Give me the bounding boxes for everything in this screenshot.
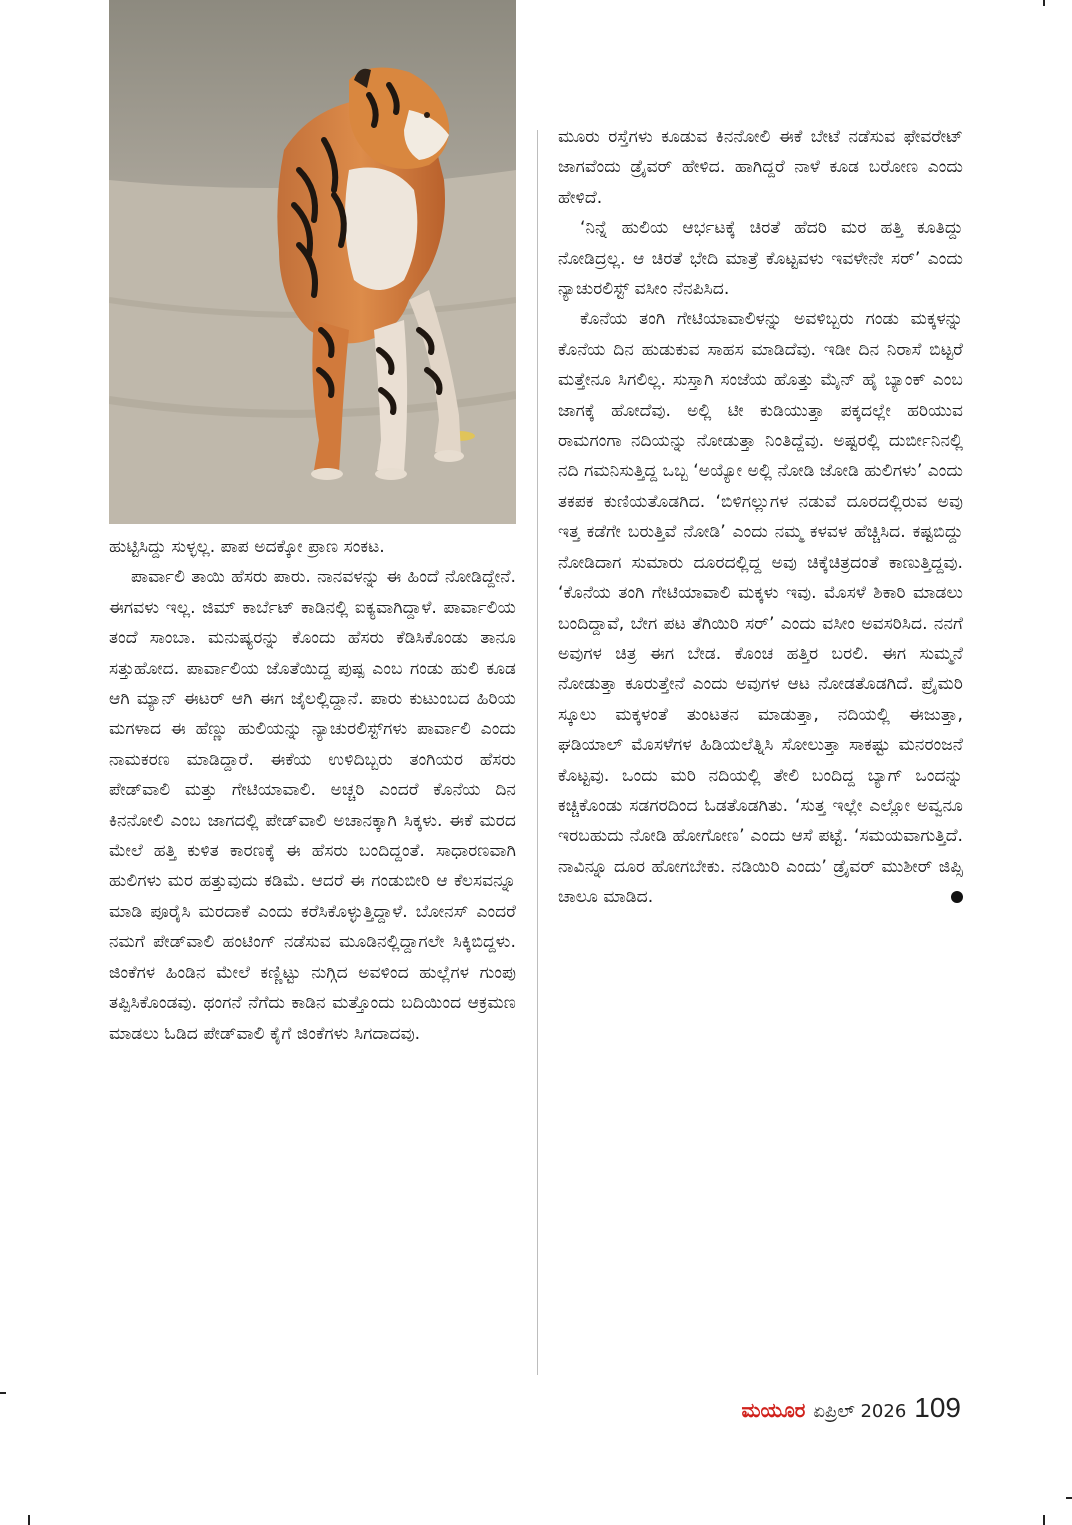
magazine-logo: ಮಯೂರ: [741, 1398, 806, 1422]
crop-mark-left: [0, 1392, 6, 1394]
paragraph-final: [558, 304, 963, 912]
paragraph: ಹುಟ್ಟಿಸಿದ್ದು ಸುಳ್ಳಲ್ಲ. ಪಾಪ ಅದಕ್ಕೋ ಪ್ರಾಣ ಸಂಕಟ.: [109, 537, 385, 557]
paragraph: ಪಾರ್ವಾಲಿ ತಾಯಿ ಹೆಸರು ಪಾರು. ನಾನವಳನ್ನು ಈ ಹಿಂದೆ ನೋಡಿದ್ದೇನೆ. ಈಗವಳು ಇಲ್ಲ. ಜಿಮ್ ಕಾರ್ಬೆಟ್ ಕಾಡಿನಲ್ಲಿ ಐಕ್ಯವಾಗಿದ್ದಾಳೆ. ಪಾರ್ವಾಲಿಯ ತಂದೆ ಸಾಂಬಾ. ಮನುಷ್ಯರನ್ನು ಕೊಂದು ಹೆಸರು ಕೆಡಿಸಿಕೊಂಡು ತಾನೂ ಸತ್ತುಹೋದ. ಪಾರ್ವಾಲಿಯ ಜೊತೆಯಿದ್ದ ಪುಷ್ಪ ಎಂಬ ಗಂಡು ಹುಲಿ ಕೂಡ ಆಗಿ ಮ್ಯಾನ್ ಈಟರ್ ಆಗಿ ಈಗ ಜೈಲಲ್ಲಿದ್ದಾನೆ. ಪಾರು ಕುಟುಂಬದ ಹಿರಿಯ ಮಗಳಾದ ಈ ಹೆಣ್ಣು ಹುಲಿಯನ್ನು ನ್ಯಾಚುರಲಿಸ್ಟ್‌ಗಳು ಪಾರ್ವಾಲಿ ಎಂದು ನಾಮಕರಣ ಮಾಡಿದ್ದಾರೆ. ಈಕೆಯ ಉಳಿದಿಬ್ಬರು ತಂಗಿಯರ ಹೆಸರು ಪೇಡ್‌ವಾಲಿ ಮತ್ತು ಗೇಟಿಯಾವಾಲಿ. ಅಚ್ಚರಿ ಎಂದರೆ ಕೊನೆಯ ದಿನ ಕಿನನೋಲಿ ಎಂಬ ಜಾಗದಲ್ಲಿ ಪೇಡ್‌ವಾಲಿ ಅಚಾನಕ್ಕಾಗಿ ಸಿಕ್ಕಳು. ಈಕೆ ಮರದ ಮೇಲೆ ಹತ್ತಿ ಕುಳಿತ ಕಾರಣಕ್ಕೆ ಈ ಹೆಸರು ಬಂದಿದ್ದಂತೆ. ಸಾಧಾರಣವಾಗಿ ಹುಲಿಗಳು ಮರ ಹತ್ತುವುದು ಕಡಿಮೆ. ಆದರೆ ಈ ಗಂಡುಬೀರಿ ಆ ಕೆಲಸವನ್ನೂ ಮಾಡಿ ಪೂರೈಸಿ ಮರದಾಕೆ ಎಂದು ಕರೆಸಿಕೊಳ್ಳುತ್ತಿದ್ದಾಳೆ. ಬೋನಸ್ ಎಂದರೆ ನಮಗೆ ಪೇಡ್‌ವಾಲಿ ಹಂಟಿಂಗ್ ನಡೆಸುವ ಮೂಡಿನಲ್ಲಿದ್ದಾಗಲೇ ಸಿಕ್ಕಿಬಿದ್ದಳು. ಜಿಂಕೆಗಳ ಹಿಂಡಿನ ಮೇಲೆ ಕಣ್ಣಿಟ್ಟು ನುಗ್ಗಿದ ಅವಳಿಂದ ಹುಲ್ಲೆಗಳ ಗುಂಪು ತಪ್ಪಿಸಿಕೊಂಡವು. ಥಂಗನೆ ನೆಗೆದು ಕಾಡಿನ ಮತ್ತೊಂದು ಬದಿಯಿಂದ ಆಕ್ರಮಣ ಮಾಡಲು ಓಡಿದ ಪೇಡ್‌ವಾಲಿ ಕೈಗೆ ಜಿಂಕೆಗಳು ಸಿಗದಾದವು.: [109, 567, 516, 1044]
article-column-left: [109, 532, 516, 1049]
paragraph: ‘ನಿನ್ನೆ ಹುಲಿಯ ಆರ್ಭಟಕ್ಕೆ ಚಿರತೆ ಹೆದರಿ ಮರ ಹತ್ತಿ ಕೂತಿದ್ದು ನೋಡಿದ್ರಲ್ಲ. ಆ ಚಿರತೆ ಭೇದಿ ಮಾತ್ರೆ ಕೊಟ್ಟವಳು ಇವಳೇನೇ ಸರ್’ ಎಂದು ನ್ಯಾಚುರಲಿಸ್ಟ್ ವಸೀಂ ನೆನಪಿಸಿದ.: [558, 218, 963, 300]
crop-mark-bottom-left: [28, 1515, 30, 1525]
end-of-article-icon: [951, 891, 963, 903]
paragraph: ಮೂರು ರಸ್ತೆಗಳು ಕೂಡುವ ಕಿನನೋಲಿ ಈಕೆ ಬೇಟೆ ನಡೆಸುವ ಫೇವರೇಟ್ ಜಾಗವೆಂದು ಡ್ರೈವರ್ ಹೇಳಿದ. ಹಾಗಿದ್ದರೆ ನಾಳೆ ಕೂಡ ಬರೋಣ ಎಂದು ಹೇಳಿದೆ.: [558, 127, 963, 208]
crop-mark-top: [1043, 0, 1045, 6]
paragraph-text: ಕೊನೆಯ ತಂಗಿ ಗೇಟಿಯಾವಾಲಿಳನ್ನು ಅವಳಿಬ್ಬರು ಗಂಡು ಮಕ್ಕಳನ್ನು ಕೊನೆಯ ದಿನ ಹುಡುಕುವ ಸಾಹಸ ಮಾಡಿದೆವು. ಇಡೀ ದಿನ ನಿರಾಸೆ ಬಿಟ್ಟರೆ ಮತ್ತೇನೂ ಸಿಗಲಿಲ್ಲ. ಸುಸ್ತಾಗಿ ಸಂಜೆಯ ಹೊತ್ತು ಮೈನ್ ಹೈ ಬ್ಯಾಂಕ್ ಎಂಬ ಜಾಗಕ್ಕೆ ಹೋದೆವು. ಅಲ್ಲಿ ಟೀ ಕುಡಿಯುತ್ತಾ ಪಕ್ಕದಲ್ಲೇ ಹರಿಯುವ ರಾಮಗಂಗಾ ನದಿಯನ್ನು ನೋಡುತ್ತಾ ನಿಂತಿದ್ದೆವು. ಅಷ್ಟರಲ್ಲಿ ದುರ್ಬೀನಿನಲ್ಲಿ ನದಿ ಗಮನಿಸುತ್ತಿದ್ದ ಒಬ್ಬ ‘ಅಯ್ಯೋ ಅಲ್ಲಿ ನೋಡಿ ಜೋಡಿ ಹುಲಿಗಳು’ ಎಂದು ತಕಪಕ ಕುಣಿಯತೊಡಗಿದ. ‘ಬಿಳಿಗಲ್ಲುಗಳ ನಡುವೆ ದೂರದಲ್ಲಿರುವ ಅವು ಇತ್ತ ಕಡೆಗೇ ಬರುತ್ತಿವೆ ನೋಡಿ’ ಎಂದು ನಮ್ಮ ಕಳವಳ ಹೆಚ್ಚಿಸಿದ. ಕಷ್ಟಬಿದ್ದು ನೋಡಿದಾಗ ಸುಮಾರು ದೂರದಲ್ಲಿದ್ದ ಅವು ಚಿಕ್ಕೆಚಿತ್ರದಂತೆ ಕಾಣುತ್ತಿದ್ದವು. ‘ಕೊನೆಯ ತಂಗಿ ಗೇಟಿಯಾವಾಲಿ ಮಕ್ಕಳು ಇವು. ಮೊಸಳೆ ಶಿಕಾರಿ ಮಾಡಲು ಬಂದಿದ್ದಾವೆ, ಬೇಗ ಪಟ ತೆಗಿಯಿರಿ ಸರ್’ ಎಂದು ವಸೀಂ ಅವಸರಿಸಿದ. ನನಗೆ ಅವುಗಳ ಚಿತ್ರ ಈಗ ಬೇಡ. ಕೊಂಚ ಹತ್ತಿರ ಬರಲಿ. ಈಗ ಸುಮ್ಮನೆ ನೋಡುತ್ತಾ ಕೂರುತ್ತೇನೆ ಎಂದು ಅವುಗಳ ಆಟ ನೋಡತೊಡಗಿದೆ. ಪ್ರೈಮರಿ ಸ್ಕೂಲು ಮಕ್ಕಳಂತೆ ತುಂಟತನ ಮಾಡುತ್ತಾ, ನದಿಯಲ್ಲಿ ಈಜುತ್ತಾ, ಘಡಿಯಾಲ್ ಮೊಸಳೆಗಳ ಹಿಡಿಯಲೆತ್ನಿಸಿ ಸೋಲುತ್ತಾ ಸಾಕಷ್ಟು ಮನರಂಜನೆ ಕೊಟ್ಟವು. ಒಂದು ಮರಿ ನದಿಯಲ್ಲಿ ತೇಲಿ ಬಂದಿದ್ದ ಬ್ಯಾಗ್ ಒಂದನ್ನು ಕಚ್ಚಿಕೊಂಡು ಸಡಗರದಿಂದ ಓಡತೊಡಗಿತು. ‘ಸುತ್ತ ಇಲ್ಲೇ ಎಲ್ಲೋ ಅವ್ವನೂ ಇರಬಹುದು ನೋಡಿ ಹೋಗೋಣ’ ಎಂದು ಆಸೆ ಪಟ್ಟೆ. ‘ಸಮಯವಾಗುತ್ತಿದೆ. ನಾವಿನ್ನೂ ದೂರ ಹೋಗಬೇಕು. ನಡಿಯಿರಿ ಎಂದು’ ಡ್ರೈವರ್ ಮುಶೀರ್ ಜಿಪ್ಸಿ ಚಾಲೂ ಮಾಡಿದ.: [558, 309, 963, 908]
crop-mark-bottom: [1043, 1515, 1045, 1525]
crop-mark-right: [1066, 1497, 1072, 1499]
column-divider: [537, 130, 538, 1375]
page-number: 109: [914, 1392, 961, 1423]
article-column-right: [558, 122, 963, 913]
tiger-photo: [109, 0, 516, 524]
page-footer: [742, 1392, 961, 1424]
tiger-photo-icon: [109, 0, 516, 524]
issue-date: ಏಪ್ರಿಲ್ 2026: [813, 1401, 907, 1422]
